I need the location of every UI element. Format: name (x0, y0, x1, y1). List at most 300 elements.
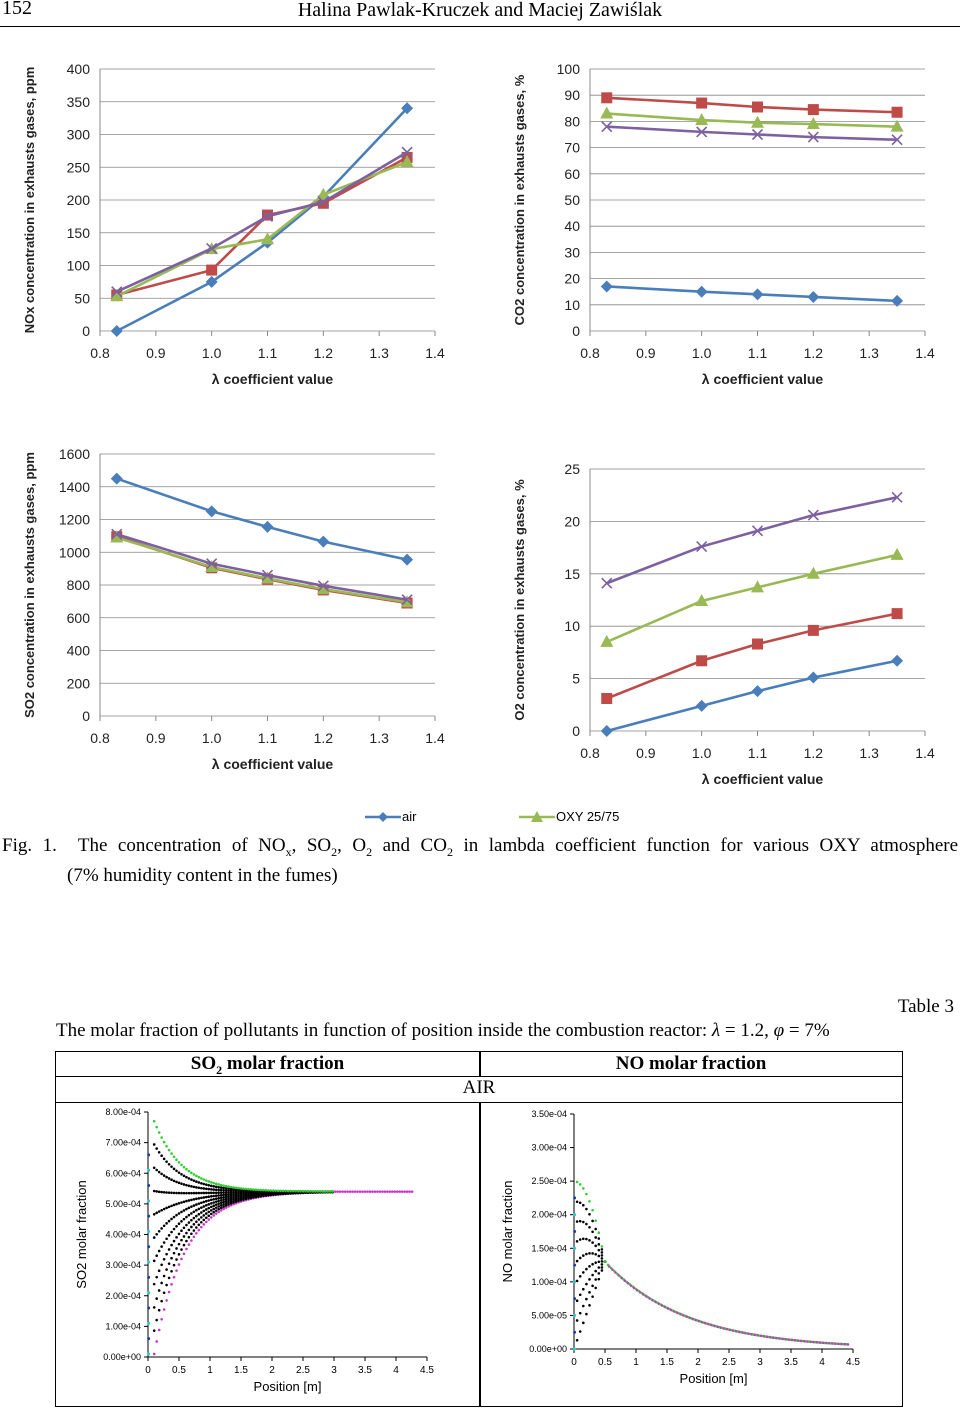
data-point (212, 1185, 215, 1188)
data-point (808, 625, 819, 636)
data-point (147, 1322, 150, 1325)
data-point (203, 1178, 206, 1181)
data-point (341, 1190, 344, 1193)
x-tick-label: 0.9 (636, 745, 656, 761)
data-point (168, 1220, 171, 1223)
data-point (195, 1175, 198, 1178)
data-point (200, 1177, 203, 1180)
data-point (175, 1236, 178, 1239)
y-tick-label: 5.00e-05 (531, 1310, 567, 1321)
x-tick-label: 1.1 (747, 745, 768, 761)
data-point (206, 505, 218, 517)
data-point (579, 1201, 582, 1204)
x-tick-label: 1.2 (803, 745, 824, 761)
data-point (155, 1190, 158, 1193)
data-point (594, 1287, 597, 1290)
data-point (190, 1232, 193, 1235)
data-point (582, 1221, 585, 1224)
data-point (203, 1183, 206, 1186)
data-point (601, 1245, 604, 1248)
x-tick-label: 1.2 (803, 345, 824, 361)
data-point (198, 1192, 201, 1195)
data-point (891, 655, 903, 667)
data-point (588, 1200, 591, 1203)
data-point (240, 1187, 243, 1190)
data-point (165, 1284, 168, 1287)
data-point (193, 1186, 196, 1189)
page-number: 152 (2, 0, 32, 19)
data-point (188, 1214, 191, 1217)
x-tick-label: 0.5 (598, 1357, 612, 1368)
data-point (591, 1274, 594, 1277)
x-tick-label: 1.0 (201, 345, 222, 361)
x-tick-label: 0.9 (636, 345, 656, 361)
data-point (573, 1213, 576, 1216)
data-point (573, 1230, 576, 1233)
data-point (170, 1178, 173, 1181)
data-point (203, 1187, 206, 1190)
data-point (158, 1269, 161, 1272)
data-point (193, 1198, 196, 1201)
data-point (324, 1190, 327, 1193)
data-point (582, 1288, 585, 1291)
y-tick-label: 0 (82, 708, 90, 724)
data-point (601, 280, 613, 292)
y-tick-label: 0 (82, 323, 90, 339)
series-line (117, 534, 407, 600)
data-point (153, 1143, 156, 1146)
data-point (173, 1168, 176, 1171)
x-tick-label: 4.5 (420, 1365, 434, 1376)
data-point (594, 1253, 597, 1256)
data-point (185, 1168, 188, 1171)
data-point (222, 1203, 225, 1206)
x-axis-label: λ coefficient value (701, 371, 824, 387)
data-point (386, 1190, 389, 1193)
y-tick-label: 50 (564, 192, 580, 208)
data-point (205, 1212, 208, 1215)
x-tick-label: 1.2 (313, 730, 334, 746)
data-point (155, 1276, 158, 1279)
data-point (696, 700, 708, 712)
data-point (582, 1187, 585, 1190)
data-point (279, 1190, 282, 1193)
data-point (160, 1227, 163, 1230)
data-point (354, 1190, 357, 1193)
data-point (576, 1319, 579, 1322)
data-point (277, 1189, 280, 1192)
data-point (220, 1201, 223, 1204)
x-tick-label: 1.2 (313, 345, 334, 361)
no-simulation-plot (490, 1104, 890, 1404)
data-point (147, 1199, 150, 1202)
data-point (401, 1190, 404, 1193)
data-point (207, 1180, 210, 1183)
data-point (163, 1224, 166, 1227)
data-point (170, 1205, 173, 1208)
data-point (591, 1230, 594, 1233)
data-point (364, 1190, 367, 1193)
y-tick-label: 1.00e-04 (531, 1276, 567, 1287)
data-point (155, 1126, 158, 1129)
data-point (601, 1251, 604, 1254)
y-axis-label: SO2 molar fraction (74, 1180, 89, 1289)
data-point (198, 1181, 201, 1184)
data-point (200, 1221, 203, 1224)
data-point (215, 1200, 218, 1203)
data-point (168, 1206, 171, 1209)
o2-chart (490, 455, 960, 800)
data-point (183, 1244, 186, 1247)
series-line (607, 661, 897, 731)
data-point (165, 1176, 168, 1179)
series-line (607, 127, 897, 140)
data-point (178, 1171, 181, 1174)
data-point (160, 1209, 163, 1212)
x-tick-label: 1.4 (425, 730, 445, 746)
data-point (155, 1169, 158, 1172)
data-point (366, 1190, 369, 1193)
data-point (269, 1189, 272, 1192)
data-point (585, 1223, 588, 1226)
y-tick-label: 300 (66, 126, 90, 143)
data-point (207, 1195, 210, 1198)
data-point (579, 1220, 582, 1223)
x-tick-label: 3 (757, 1357, 763, 1368)
data-point (212, 1211, 215, 1214)
data-point (369, 1190, 372, 1193)
y-tick-label: 1000 (58, 544, 90, 561)
data-point (331, 1190, 334, 1193)
data-point (178, 1233, 181, 1236)
data-point (250, 1188, 253, 1191)
data-point (168, 1262, 171, 1265)
data-point (598, 1249, 601, 1252)
data-point (329, 1190, 332, 1193)
data-point (807, 672, 819, 684)
so2-chart (0, 440, 470, 785)
data-point (205, 1187, 208, 1190)
data-point (158, 1289, 161, 1292)
data-point (183, 1218, 186, 1221)
data-point (588, 1252, 591, 1255)
data-point (220, 1189, 223, 1192)
running-head: Halina Pawlak-Kruczek and Maciej Zawiślak (297, 0, 663, 21)
data-point (232, 1186, 235, 1189)
data-point (158, 1190, 161, 1193)
data-point (588, 1304, 591, 1307)
data-point (207, 1188, 210, 1191)
data-point (173, 1228, 176, 1231)
data-point (178, 1263, 181, 1266)
data-point (573, 1247, 576, 1250)
x-tick-label: 1.1 (257, 730, 278, 746)
x-tick-label: 1.0 (691, 745, 712, 761)
data-point (147, 1276, 150, 1279)
data-point (188, 1243, 191, 1246)
data-point (585, 1283, 588, 1286)
data-point (188, 1207, 191, 1210)
data-point (601, 1269, 604, 1272)
x-axis-label: λ coefficient value (211, 371, 334, 387)
data-point (601, 1257, 604, 1260)
y-tick-label: 90 (564, 87, 580, 104)
data-point (230, 1186, 233, 1189)
data-point (217, 1202, 220, 1205)
data-point (160, 1318, 163, 1321)
data-point (173, 1216, 176, 1219)
data-point (752, 288, 764, 300)
data-point (178, 1212, 181, 1215)
data-point (287, 1190, 290, 1193)
data-point (170, 1152, 173, 1155)
scatter-points (573, 1181, 849, 1351)
data-point (598, 1266, 601, 1269)
data-point (206, 265, 217, 276)
y-tick-label: 4.00e-04 (105, 1229, 141, 1240)
x-tick-label: 3.5 (358, 1365, 372, 1376)
data-point (220, 1209, 223, 1212)
table-header-row (56, 1052, 902, 1077)
data-point (359, 1190, 362, 1193)
data-point (178, 1192, 181, 1195)
data-point (600, 107, 613, 119)
data-point (198, 1208, 201, 1211)
data-point (153, 1120, 156, 1123)
data-point (190, 1239, 193, 1242)
data-point (193, 1229, 196, 1232)
y-tick-label: 1600 (58, 446, 90, 462)
data-point (163, 1158, 166, 1161)
caption-text: , SO (291, 835, 332, 856)
data-point (752, 685, 764, 697)
x-tick-label: 1.3 (859, 345, 879, 361)
data-point (198, 1176, 201, 1179)
data-point (207, 1203, 210, 1206)
data-point (198, 1197, 201, 1200)
caption-sub: 2 (331, 844, 338, 859)
data-point (195, 1215, 198, 1218)
data-point (579, 1275, 582, 1278)
series-line (607, 497, 897, 583)
x-tick-label: 1 (633, 1357, 639, 1368)
data-point (601, 725, 613, 737)
data-point (188, 1170, 191, 1173)
data-point (222, 1191, 225, 1194)
data-point (217, 1191, 220, 1194)
data-point (185, 1208, 188, 1211)
x-tick-label: 4.5 (846, 1357, 860, 1368)
data-point (302, 1190, 305, 1193)
data-point (601, 1254, 604, 1257)
data-point (217, 1200, 220, 1203)
data-point (165, 1237, 168, 1240)
caption-sub: x (285, 844, 292, 859)
data-point (178, 1253, 181, 1256)
y-tick-label: 6.00e-04 (105, 1168, 141, 1179)
data-point (257, 1189, 260, 1192)
data-point (175, 1158, 178, 1161)
y-tick-label: 8.00e-04 (105, 1107, 141, 1117)
y-tick-label: 200 (66, 675, 90, 692)
data-point (579, 1238, 582, 1241)
data-point (312, 1190, 315, 1193)
data-point (205, 1221, 208, 1224)
data-point (585, 1253, 588, 1256)
data-point (203, 1192, 206, 1195)
data-point (601, 1266, 604, 1269)
x-tick-label: 1.4 (425, 345, 445, 361)
x-tick-label: 2.5 (296, 1365, 310, 1376)
data-point (173, 1192, 176, 1195)
data-point (188, 1177, 191, 1180)
data-point (573, 1314, 576, 1317)
x-tick-label: 1.5 (660, 1357, 674, 1368)
data-point (147, 1153, 150, 1156)
data-point (200, 1201, 203, 1204)
data-point (398, 1190, 401, 1193)
data-point (215, 1185, 218, 1188)
x-axis-label: Position [m] (253, 1379, 322, 1394)
data-point (180, 1201, 183, 1204)
data-point (696, 655, 707, 666)
data-point (591, 1241, 594, 1244)
data-point (200, 1187, 203, 1190)
y-axis-label: NOx concentration in exhausts gases, ppm (22, 66, 37, 334)
data-point (346, 1190, 349, 1193)
x-axis-label: Position [m] (679, 1371, 748, 1386)
data-point (222, 1201, 225, 1204)
data-point (163, 1308, 166, 1311)
x-tick-label: 2.5 (722, 1357, 736, 1368)
data-point (210, 1202, 213, 1205)
data-point (158, 1210, 161, 1213)
data-point (163, 1275, 166, 1278)
data-point (307, 1190, 310, 1193)
data-point (215, 1206, 218, 1209)
data-point (175, 1269, 178, 1272)
data-point (217, 1211, 220, 1214)
data-point (591, 1295, 594, 1298)
data-point (175, 1170, 178, 1173)
data-point (573, 1297, 576, 1300)
legend-air-label: air (402, 809, 417, 824)
data-point (190, 1185, 193, 1188)
data-point (173, 1276, 176, 1279)
x-axis-label: λ coefficient value (211, 756, 334, 772)
x-tick-label: 1.4 (915, 745, 935, 761)
data-point (892, 107, 903, 118)
data-point (153, 1213, 156, 1216)
data-point (153, 1283, 156, 1286)
data-point (582, 1271, 585, 1274)
data-point (200, 1226, 203, 1229)
data-point (594, 1261, 597, 1264)
data-point (376, 1190, 379, 1193)
data-point (255, 1188, 258, 1191)
legend-oxy-label: OXY 25/75 (556, 809, 620, 824)
data-point (217, 1208, 220, 1211)
data-point (190, 1192, 193, 1195)
data-point (591, 1285, 594, 1288)
data-point (158, 1329, 161, 1332)
data-point (212, 1198, 215, 1201)
lambda-value: = 1.2, (720, 1020, 774, 1041)
data-point (220, 1191, 223, 1194)
data-point (165, 1299, 168, 1302)
data-point (220, 1207, 223, 1210)
data-point (576, 1339, 579, 1342)
data-point (180, 1211, 183, 1214)
data-point (210, 1199, 213, 1202)
data-point (284, 1190, 287, 1193)
data-point (193, 1211, 196, 1214)
data-point (158, 1250, 161, 1253)
data-point (203, 1210, 206, 1213)
data-point (185, 1232, 188, 1235)
nox-chart (0, 55, 470, 400)
y-tick-label: 25 (564, 461, 580, 477)
y-tick-label: 20 (564, 513, 580, 530)
data-point (188, 1184, 191, 1187)
data-point (594, 1236, 597, 1239)
data-point (147, 1245, 150, 1248)
data-point (215, 1197, 218, 1200)
y-axis-label: SO2 concentration in exhausts gases, ppm (22, 452, 37, 718)
data-point (147, 1352, 150, 1355)
data-point (155, 1233, 158, 1236)
data-point (220, 1184, 223, 1187)
x-tick-label: 1.3 (369, 730, 389, 746)
data-point (396, 1190, 399, 1193)
data-point (576, 1200, 579, 1203)
data-point (573, 1264, 576, 1267)
data-point (591, 1220, 594, 1223)
data-point (147, 1307, 150, 1310)
data-point (188, 1199, 191, 1202)
data-point (180, 1248, 183, 1251)
data-point (198, 1218, 201, 1221)
data-point (351, 1190, 354, 1193)
y-tick-label: 1200 (58, 511, 90, 528)
y-tick-label: 5.00e-04 (105, 1198, 141, 1209)
data-point (173, 1155, 176, 1158)
data-point (892, 608, 903, 619)
y-tick-label: 350 (66, 93, 90, 110)
air-row-label: AIR (56, 1077, 902, 1103)
data-point (361, 1190, 364, 1193)
caption-sub: 2 (446, 844, 453, 859)
data-point (598, 1255, 601, 1258)
data-point (165, 1268, 168, 1271)
data-point (147, 1230, 150, 1233)
series-line (607, 286, 897, 300)
data-point (185, 1248, 188, 1251)
data-point (180, 1164, 183, 1167)
data-point (155, 1254, 158, 1257)
data-point (195, 1198, 198, 1201)
data-point (212, 1214, 215, 1217)
data-point (160, 1173, 163, 1176)
data-point (309, 1190, 312, 1193)
data-point (205, 1216, 208, 1219)
data-point (215, 1209, 218, 1212)
data-point (579, 1293, 582, 1296)
column-divider (479, 1102, 481, 1406)
data-point (582, 1238, 585, 1241)
col-header-sub: 2 (216, 1062, 223, 1077)
data-point (282, 1190, 285, 1193)
